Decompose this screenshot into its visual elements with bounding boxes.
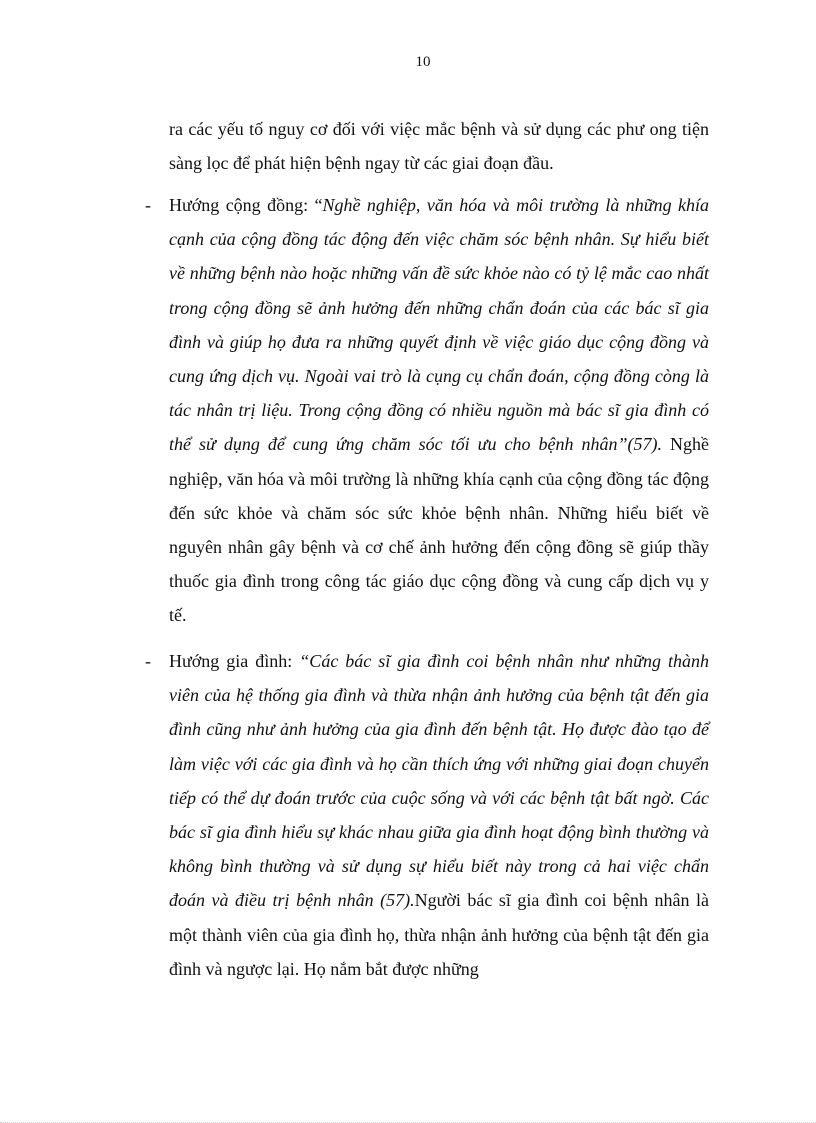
bullet-dash: - <box>145 651 151 671</box>
item-quote: “Các bác sĩ gia đình coi bệnh nhân như những thành viên của hệ thống gia đình và thừa nhận ảnh hưởng của bệnh tật đến gia đình cũng như ảnh hưởng của gia đình đến bệnh tật. Họ được đào tạo để làm việc với các gia đình và họ cần thích ứng với những giai đoạn chuyển tiếp có thể dự đoán trước của cuộc sống và với các bệnh tật bất ngờ. Các bác sĩ gia đình hiểu sự khác nhau giữa gia đình hoạt động bình thường và không bình thường và sử dụng sự hiểu biết này trong cả hai việc chẩn đoán và điều trị bệnh nhân (57). <box>169 651 709 911</box>
item-lead: Hướng gia đình: <box>169 651 300 671</box>
item-quote: Nghề nghiệp, văn hóa và môi trường là những khía cạnh của cộng đồng tác động đến việc chăm sóc bệnh nhân. Sự hiểu biết về những bệnh nào hoặc những vấn đề sức khỏe nào có tỷ lệ mắc cao nhất trong cộng đồng sẽ ảnh hưởng đến những chẩn đoán của các bác sĩ gia đình và giúp họ đưa ra những quyết định về việc giáo dục cộng đồng và cung ứng dịch vụ. Ngoài vai trò là cụng cụ chẩn đoán, cộng đồng còng là tác nhân trị liệu. Trong cộng đồng có nhiều nguồn mà bác sĩ gia đình có thể sử dụng để cung ứng chăm sóc tối ưu cho bệnh nhân”(57). <box>169 195 709 455</box>
item-rest: Người bác sĩ gia đình coi bệnh nhân là một thành viên của gia đình họ, thừa nhận ảnh hưởng của bệnh tật đến gia đình và ngược lại. Họ nắm bắt được những <box>169 890 709 979</box>
list-item-community <box>145 188 709 633</box>
list-item-body <box>169 188 709 633</box>
bullet-dash: - <box>145 195 151 215</box>
page-number: 10 <box>415 54 431 70</box>
item-rest: Nghề nghiệp, văn hóa và môi trường là những khía cạnh của cộng đồng tác động đến sức khỏe và chăm sóc sức khỏe bệnh nhân. Những hiểu biết về nguyên nhân gây bệnh và cơ chế ảnh hưởng đến cộng đồng sẽ giúp thầy thuốc gia đình trong công tác giáo dục cộng đồng và cung cấp dịch vụ y tế. <box>169 434 709 626</box>
item-lead: Hướng cộng đồng: “ <box>169 195 323 215</box>
continuation-paragraph: ra các yếu tố nguy cơ đối với việc mắc bệnh và sử dụng các phư ong tiện sàng lọc để phát hiện bệnh ngay từ các giai đoạn đầu. <box>169 119 709 174</box>
list-item-body <box>169 644 709 986</box>
list-item-family <box>145 644 709 986</box>
